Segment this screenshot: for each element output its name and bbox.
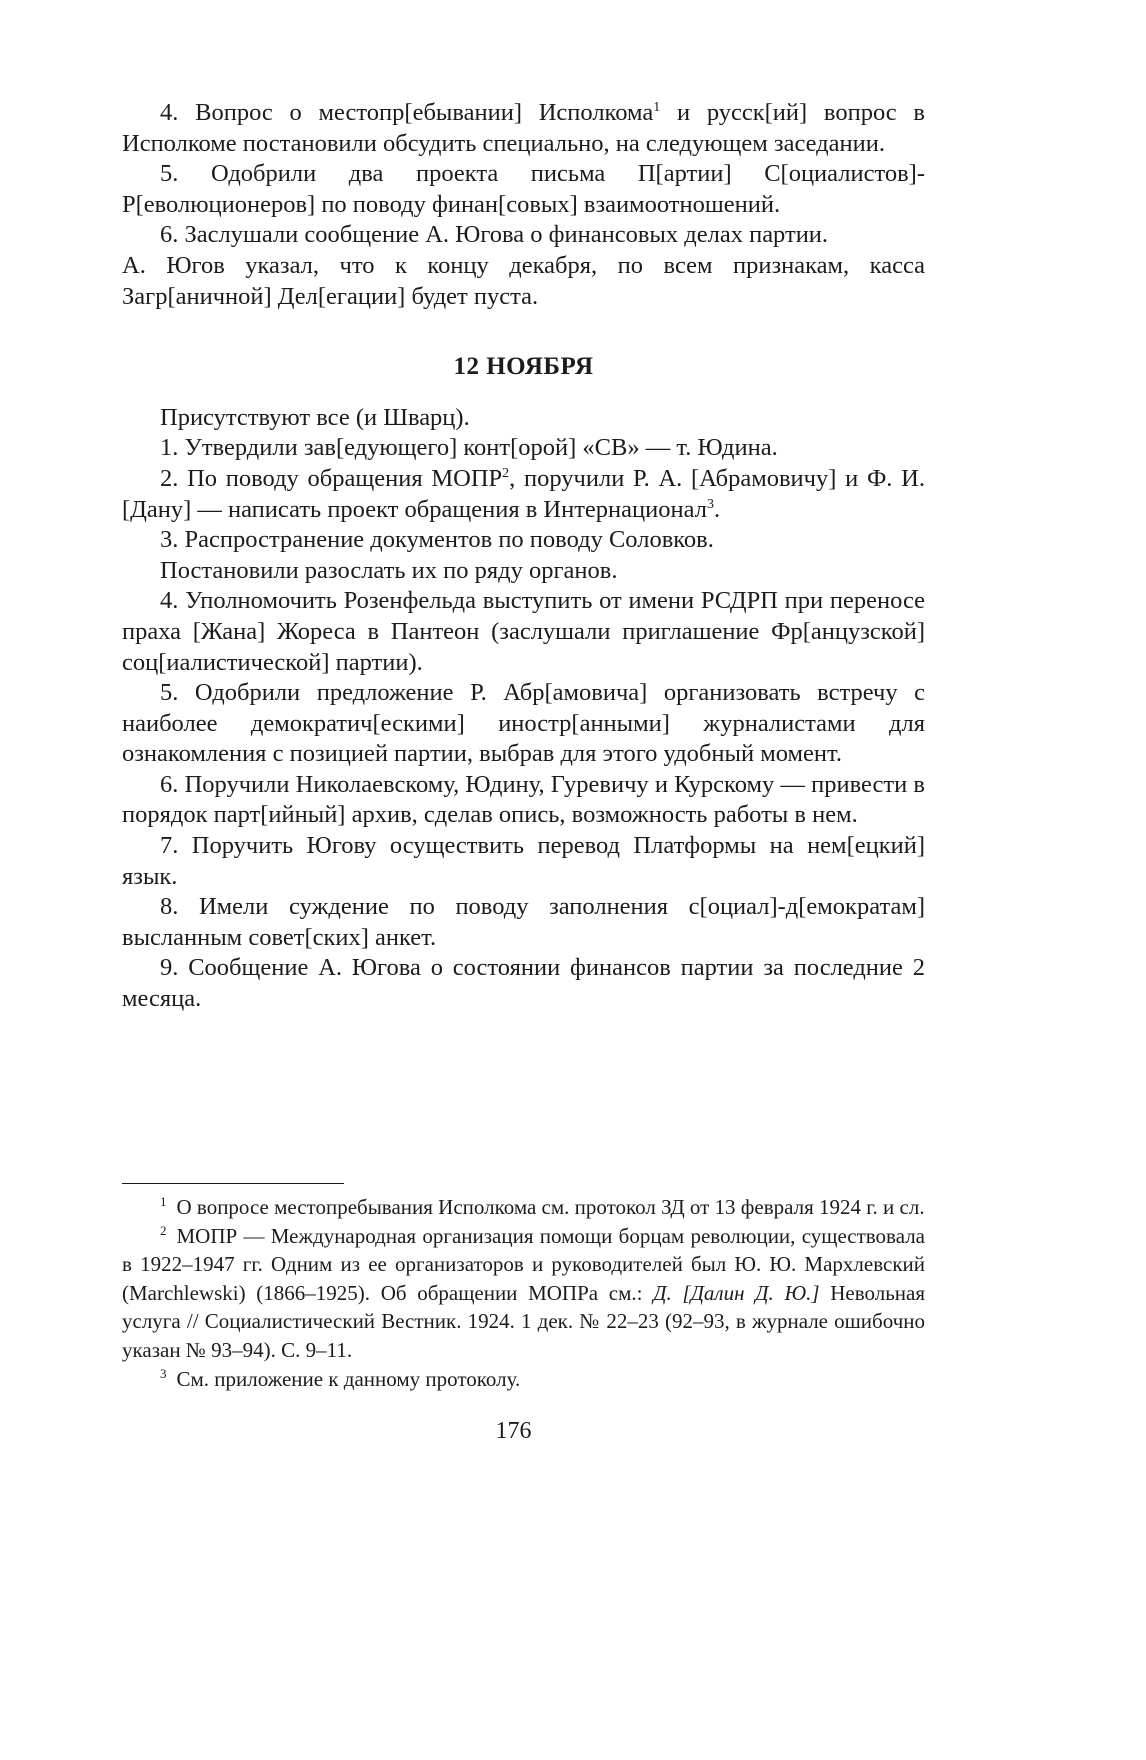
section-heading: 12 НОЯБРЯ <box>453 353 594 381</box>
paragraph-item-8: 8. Имели суждение по поводу заполнения с[оциал]-д[емократам] высланным совет[ских] анкет. <box>122 893 925 951</box>
paragraph-item-4: 4. Вопрос о местопр[ебывании] Исполкома$^1$ и русск[ий] вопрос в Исполкоме постановили обсудить специально, на следующем заседании. <box>122 99 925 157</box>
footnote-number: 1 <box>160 1194 167 1209</box>
paragraph-item-4b: 4. Уполномочить Розенфельда выступить от имени РСДРП при переносе праха [Жана] Жореса в Пантеон (заслушали приглашение Фр[анцузской] соц[иалистической] партии). <box>122 587 925 676</box>
paragraph-item-1: 1. Утвердили зав[едующего] конт[орой] «СВ» — т. Юдина. <box>160 434 778 462</box>
main-text <box>122 98 925 1015</box>
paragraph-item-2: 2. По поводу обращения МОПР$^2$, поручили Р. А. [Абрамовичу] и Ф. И. [Дану] — написать проект обращения в Интернационал$^3$. <box>122 464 925 523</box>
footnote-divider <box>122 1183 344 1184</box>
footnote-number: 3 <box>160 1365 167 1381</box>
paragraph-item-6b: А. Югов указал, что к концу декабря, по всем признакам, касса Загр[аничной] Дел[егации] будет пуста. <box>122 251 925 310</box>
footnote-3: $^3$ См. приложение к данному протоколу. <box>160 1365 521 1391</box>
paragraph-item-5b: 5. Одобрили предложение Р. Абр[амовича] организовать встречу с наиболее демократич[ескими] иностр[анными] журналистами для ознакомления с позицией партии, выбрав для этого удобный момент. <box>122 679 925 768</box>
footnote-ref-3[interactable]: 3 <box>706 496 714 512</box>
paragraph-item-3a: 3. Распространение документов по поводу Соловков. <box>160 526 714 554</box>
paragraph-item-7: 7. Поручить Югову осуществить перевод Платформы на нем[ецкий] язык. <box>122 832 925 890</box>
paragraph-item-5: 5. Одобрили два проекта письма П[артии] С[оциалистов]-Р[еволюционеров] по поводу финан[совых] взаимоотношений. <box>122 160 925 218</box>
footnote-ref-2[interactable]: 2 <box>502 465 510 481</box>
footnote-1: $^1$ О вопросе местопребывания Исполкома см. протокол ЗД от 13 февраля 1924 г. и сл. <box>160 1194 925 1219</box>
footnote-number: 2 <box>160 1222 167 1238</box>
page-number: 176 <box>495 1418 532 1444</box>
paragraph-item-6a: 6. Заслушали сообщение А. Югова о финансовых делах партии. <box>160 221 829 249</box>
paragraph-present: Присутствуют все (и Шварц). <box>160 403 470 431</box>
paragraph-item-3b: Постановили разослать их по ряду органов. <box>160 556 618 584</box>
footnotes <box>122 1193 925 1393</box>
footnote-2: $^2$ МОПР — Международная организация помощи борцам революции, существовала в 1922–1947 гг. Одним из ее организаторов и руководителей был Ю. Ю. Мархлевский (Marchlewski) (1866–1925). Об обращении МОПРа см.: Д. [Далин Д. Ю.] Невольная услуга // Социалистический Вестник. 1924. 1 дек. № 22–23 (92–93, в журнале ошибочно указан № 93–94). С. 9–11. <box>122 1222 925 1362</box>
footnote-ref-1[interactable]: 1 <box>653 99 661 115</box>
paragraph-item-9: 9. Сообщение А. Югова о состоянии финансов партии за последние 2 месяца. <box>122 954 925 1013</box>
paragraph-item-6c: 6. Поручили Николаевскому, Юдину, Гуревичу и Курскому — привести в порядок парт[ийный] архив, сделав опись, возможность работы в нем. <box>122 770 925 829</box>
